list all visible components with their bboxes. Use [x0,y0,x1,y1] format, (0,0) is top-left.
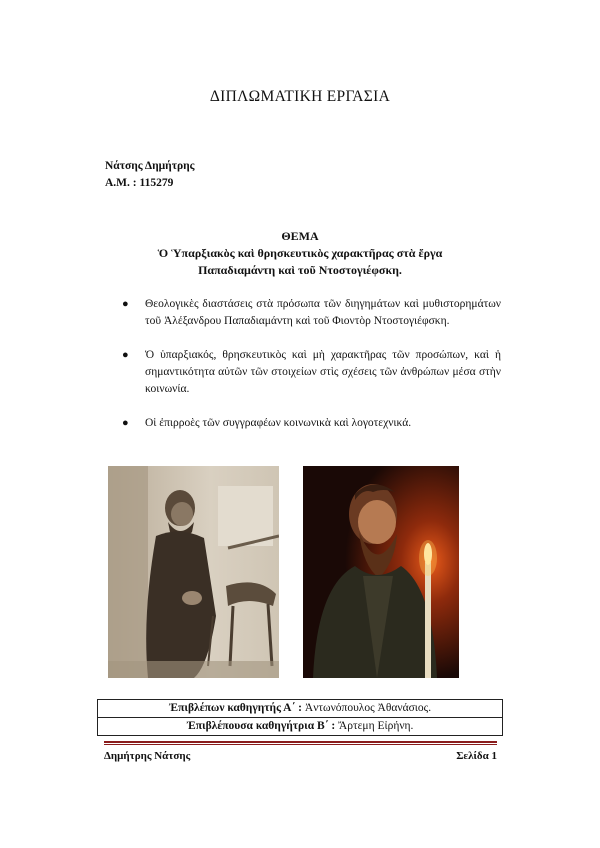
page-number: Σελίδα 1 [456,750,497,762]
supervisor-a-row [98,700,502,717]
supervisor-a-label: Ἐπιβλέπων καθηγητής Α΄ : [168,702,303,714]
bullet-icon: ● [122,417,129,429]
topic-list [113,296,501,449]
document-title: ΔΙΠΛΩΜΑΤΙΚΗ ΕΡΓΑΣΙΑ [209,88,391,105]
supervisor-a-name: Ἀντωνόπουλος Ἀθανάσιος. [304,702,432,714]
supervisor-b-name: Ἄρτεμη Εἰρήνη. [338,720,414,732]
theme-heading: ΘΕΜΑ [281,229,319,243]
portrait-painting-dostoevsky [303,466,459,678]
bullet-icon: ● [122,349,129,361]
supervisors-box [97,699,503,736]
portrait-photo-papadiamantis [108,466,279,678]
bullet-icon: ● [122,298,129,310]
list-item-text: Οἱ ἐπιρροὲς τῶν συγγραφέων κοινωνικὰ καὶ λογοτεχνικά. [145,417,412,429]
list-item-text: Θεολογικὲς διαστάσεις στὰ πρόσωπα τῶν διηγημάτων καὶ μυθιστορημάτων τοῦ Ἀλέξανδρου Παπαδιαμάντη καὶ τοῦ Φιοντὸρ Ντοστογιέφσκη. [145,298,501,327]
list-item [113,347,501,398]
author-name: Νάτσης Δημήτρης [105,160,195,172]
supervisor-b-label: Ἐπιβλέπουσα καθηγήτρια Β΄ : [186,720,336,732]
footer-author: Δημήτρης Νάτσης [104,750,191,762]
supervisor-b-row [98,717,502,735]
theme-block [100,228,500,279]
student-id: Α.Μ. : 115279 [105,177,174,189]
footer-divider-thin [104,744,497,745]
list-item-text: Ὁ ὑπαρξιακός, θρησκευτικὸς καὶ μὴ χαρακτῆρας τῶν προσώπων, καὶ ἡ σημαντικότητα αὐτῶν τῶν στοιχείων στὶς σχέσεις τῶν ἀνθρώπων μέσα στὴν κοινωνία. [145,349,501,395]
theme-line-1: Ὁ Ὑπαρξιακὸς καὶ θρησκευτικὸς χαρακτῆρας στὰ ἔργα [157,246,443,260]
author-block [105,158,195,192]
footer-divider [104,741,497,743]
list-item [113,415,501,432]
theme-line-2: Παπαδιαμάντη καὶ τοῦ Ντοστογιέφσκη. [198,263,402,277]
list-item [113,296,501,330]
